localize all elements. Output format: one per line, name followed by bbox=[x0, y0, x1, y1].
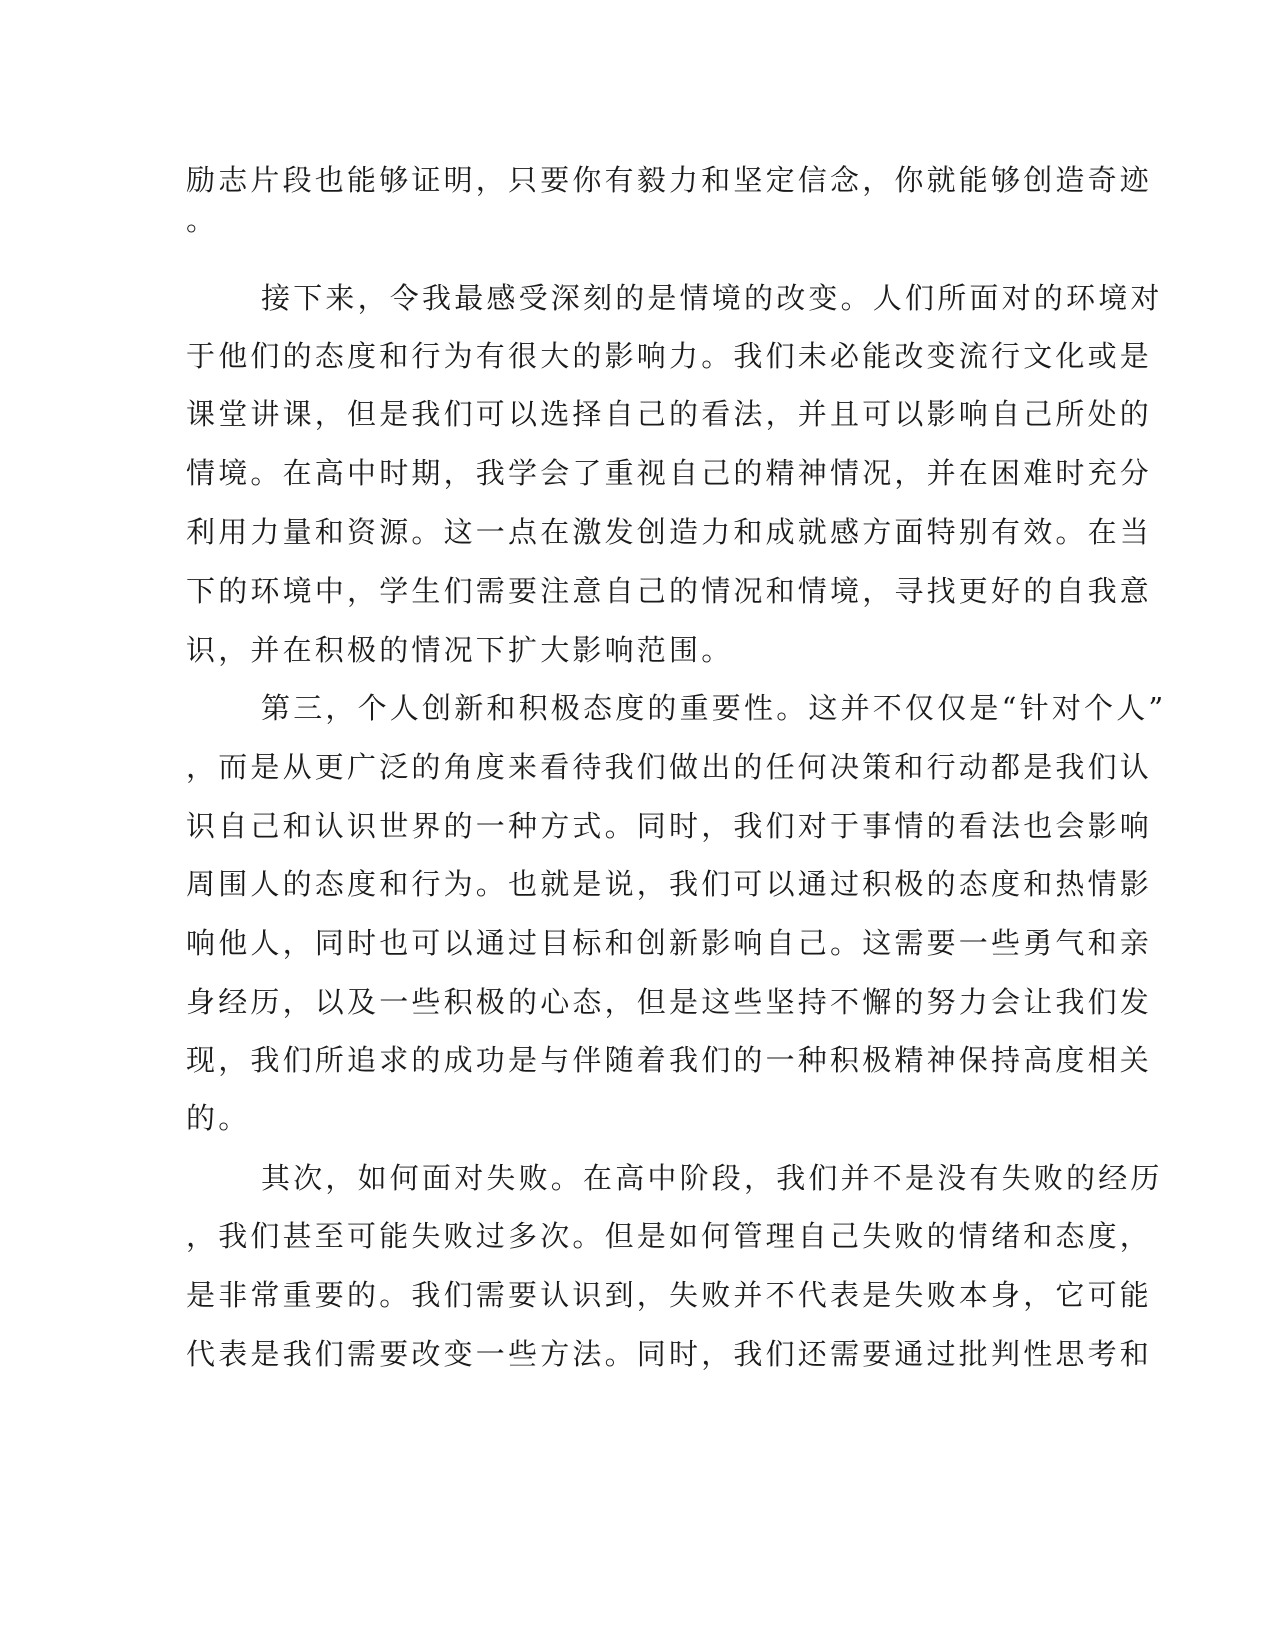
text-line: 的。 bbox=[186, 1101, 251, 1135]
text-line: 于他们的态度和行为有很大的影响力。我们未必能改变流行文化或是 bbox=[186, 339, 1153, 373]
text-line: 情境。在高中时期，我学会了重视自己的精神情况，并在困难时充分 bbox=[186, 456, 1153, 490]
text-line: 是非常重要的。我们需要认识到，失败并不代表是失败本身，它可能 bbox=[186, 1278, 1153, 1312]
text-line: 识，并在积极的情况下扩大影响范围。 bbox=[186, 633, 734, 667]
text-line: 。 bbox=[186, 203, 219, 237]
text-line: 识自己和认识世界的一种方式。同时，我们对于事情的看法也会影响 bbox=[186, 809, 1153, 843]
paragraph-start-line: 接下来，令我最感受深刻的是情境的改变。人们所面对的环境对 bbox=[261, 281, 1163, 315]
text-line: 励志片段也能够证明，只要你有毅力和坚定信念，你就能够创造奇迹 bbox=[186, 163, 1153, 197]
text-line: 课堂讲课，但是我们可以选择自己的看法，并且可以影响自己所处的 bbox=[186, 397, 1153, 431]
text-line: 周围人的态度和行为。也就是说，我们可以通过积极的态度和热情影 bbox=[186, 867, 1153, 901]
text-line: ，我们甚至可能失败过多次。但是如何管理自己失败的情绪和态度， bbox=[186, 1219, 1153, 1253]
text-line: 身经历，以及一些积极的心态，但是这些坚持不懈的努力会让我们发 bbox=[186, 985, 1153, 1019]
paragraph-start-line: 其次，如何面对失败。在高中阶段，我们并不是没有失败的经历 bbox=[261, 1161, 1163, 1195]
text-line: 响他人，同时也可以通过目标和创新影响自己。这需要一些勇气和亲 bbox=[186, 926, 1153, 960]
text-line: ，而是从更广泛的角度来看待我们做出的任何决策和行动都是我们认 bbox=[186, 750, 1153, 784]
text-line: 现，我们所追求的成功是与伴随着我们的一种积极精神保持高度相关 bbox=[186, 1043, 1153, 1077]
paragraph-start-line: 第三，个人创新和积极态度的重要性。这并不仅仅是“针对个人” bbox=[261, 691, 1167, 725]
text-line: 下的环境中，学生们需要注意自己的情况和情境，寻找更好的自我意 bbox=[186, 574, 1153, 608]
text-line: 利用力量和资源。这一点在激发创造力和成就感方面特别有效。在当 bbox=[186, 515, 1153, 549]
text-line: 代表是我们需要改变一些方法。同时，我们还需要通过批判性思考和 bbox=[186, 1337, 1153, 1371]
